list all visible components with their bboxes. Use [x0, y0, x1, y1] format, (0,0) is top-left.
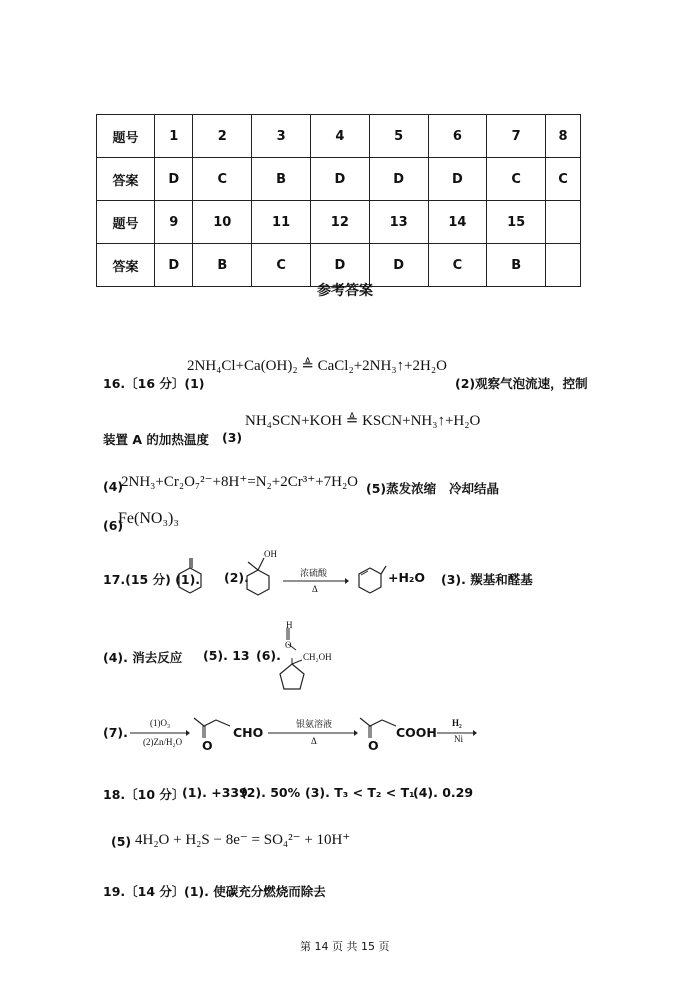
q17-p2: (2).: [224, 570, 249, 585]
methylcyclohexene-structure: [358, 556, 388, 596]
row-header-cell: 答案: [97, 158, 155, 201]
q17-cho: CHO: [233, 725, 264, 740]
answer-cell: 9: [155, 201, 193, 244]
q17-p5: (5). 13: [203, 648, 250, 663]
q16-eq6: Fe(NO₃)₃: [118, 510, 179, 527]
answer-cell: C: [546, 158, 581, 201]
answer-cell: 4: [310, 115, 369, 158]
q17-cooh: COOH: [396, 725, 437, 740]
answer-cell: 12: [310, 201, 369, 244]
q17-cond7: Δ: [311, 736, 317, 746]
answer-cell: 7: [487, 115, 546, 158]
q18-eq5: 4H₂O + H₂S − 8e⁻ = SO₄²⁻ + 10H⁺: [135, 832, 351, 848]
answer-cell: D: [428, 158, 487, 201]
q17-h2: H₂: [452, 718, 462, 728]
answer-cell: 5: [369, 115, 428, 158]
q17-label: 17.(15 分) (1).: [103, 572, 201, 587]
answer-cell: B: [193, 244, 252, 287]
answer-cell: B: [487, 244, 546, 287]
q17-p6: (6).: [256, 648, 281, 663]
answer-cell: 1: [155, 115, 193, 158]
h-label: H: [286, 620, 293, 630]
q16-eq4: 2NH₃+Cr₂O₇²⁻+8H⁺=N₂+2Cr³⁺+7H₂O: [121, 474, 359, 490]
page-footer: 第 14 页 共 15 页: [300, 940, 390, 953]
answer-cell: D: [155, 244, 193, 287]
q19-label: 19.〔14 分〕: [103, 884, 185, 899]
ch2oh-label: CH₂OH: [303, 652, 332, 662]
row-header-cell: 题号: [97, 201, 155, 244]
q16-p5: (5)蒸发浓缩: [366, 481, 437, 496]
q17-cond2: Δ: [312, 584, 318, 594]
q18-p1: (1). +339: [182, 785, 248, 800]
answer-cell: D: [310, 244, 369, 287]
table-row: [97, 201, 581, 244]
q16-eq2: NH₄SCN+KOH ≜ KSCN+NH₃↑+H₂O: [245, 413, 481, 429]
answer-cell: C: [252, 244, 311, 287]
answer-cell: C: [487, 158, 546, 201]
o-keto-1: O: [202, 738, 213, 753]
answer-cell: B: [252, 158, 311, 201]
q18-p5: (5): [111, 834, 132, 849]
q17-p7: (7).: [103, 725, 128, 740]
q16-p5b: 冷却结晶: [449, 481, 500, 496]
q16-p2: (2)观察气泡流速，控制: [455, 376, 588, 391]
q17-r7a: (1)O₃: [150, 718, 171, 728]
o-keto-2: O: [368, 738, 379, 753]
methylenecyclohexane-structure: [178, 556, 208, 596]
answer-cell: 3: [252, 115, 311, 158]
answer-cell: [546, 244, 581, 287]
oh-label: OH: [264, 549, 277, 559]
answer-cell: 11: [252, 201, 311, 244]
q16-p2b: 装置 A 的加热温度: [103, 432, 209, 447]
table-row: [97, 115, 581, 158]
q18-p2: (2). 50%: [241, 785, 301, 800]
q17-reagent7: 银氨溶液: [296, 719, 333, 729]
answer-cell: 13: [369, 201, 428, 244]
q18-label: 18.〔10 分〕: [103, 787, 185, 802]
q17-reagent2: 浓硫酸: [300, 568, 328, 578]
q19-p1: (1). 使碳充分燃烧而除去: [184, 884, 326, 899]
answer-cell: D: [369, 158, 428, 201]
q17-p3: (3). 羰基和醛基: [441, 572, 533, 587]
answer-cell: 15: [487, 201, 546, 244]
row-header-cell: 题号: [97, 115, 155, 158]
q16-p4: (4): [103, 479, 124, 494]
answer-cell: D: [369, 244, 428, 287]
q17-water: +H₂O: [388, 570, 426, 585]
q17-p4: (4). 消去反应: [103, 650, 183, 665]
answer-cell: C: [193, 158, 252, 201]
answer-cell: 8: [546, 115, 581, 158]
q16-p3: (3): [222, 430, 243, 445]
row-header-cell: 答案: [97, 244, 155, 287]
answer-cell: 10: [193, 201, 252, 244]
table-row: [97, 158, 581, 201]
q16-eq1: 2NH₄Cl+Ca(OH)₂ ≜ CaCl₂+2NH₃↑+2H₂O: [187, 358, 447, 374]
q16-p6: (6): [103, 518, 124, 533]
answer-cell: [546, 201, 581, 244]
answer-cell: 2: [193, 115, 252, 158]
answer-cell: D: [310, 158, 369, 201]
q18-p3: (3). T₃ < T₂ < T₁: [305, 785, 415, 800]
q17-ni: Ni: [454, 734, 463, 744]
caption: 参考答案: [317, 283, 373, 299]
answer-cell: 6: [428, 115, 487, 158]
q18-p4: (4). 0.29: [413, 785, 474, 800]
q16-label: 16.〔16 分〕(1): [103, 376, 205, 391]
reaction-arrow-7a: [130, 729, 190, 737]
q17-r7b: (2)Zn/H₂O: [143, 737, 183, 747]
answer-cell: 14: [428, 201, 487, 244]
answer-cell: C: [428, 244, 487, 287]
answer-cell: D: [155, 158, 193, 201]
o-label: O: [285, 640, 292, 650]
answer-table: [96, 114, 581, 287]
